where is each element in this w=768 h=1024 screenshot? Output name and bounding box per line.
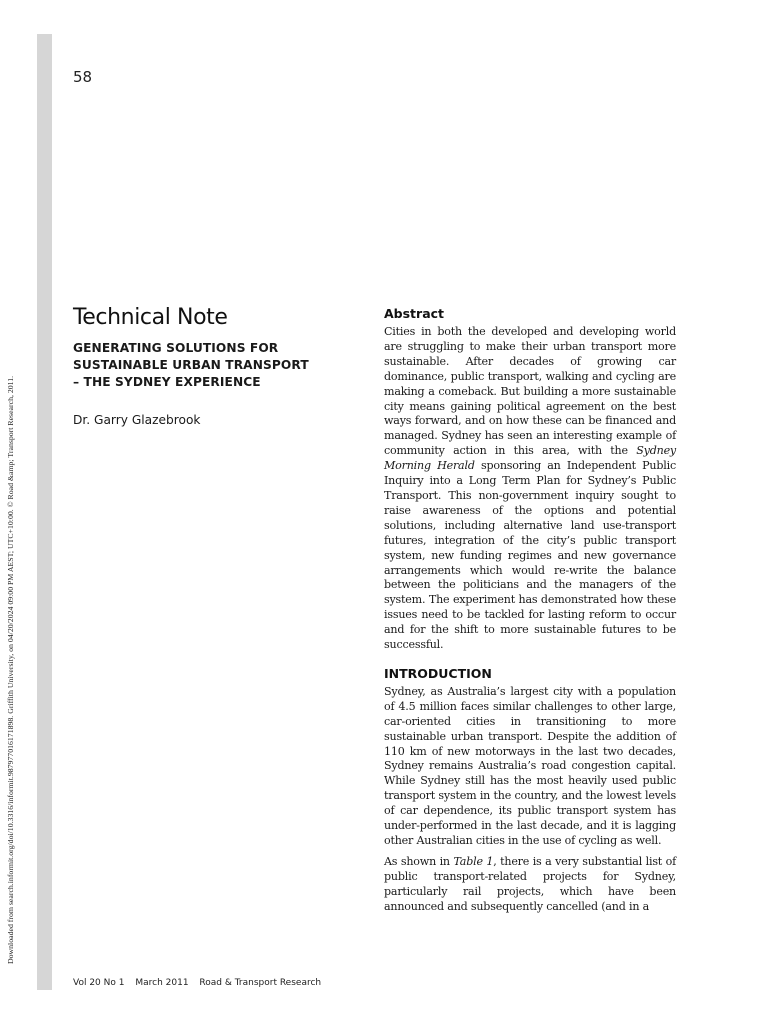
margin-bar — [37, 34, 52, 990]
footer-volume: Vol 20 No 1 — [73, 978, 125, 988]
footer-journal: Road & Transport Research — [199, 978, 322, 988]
introduction-paragraph-1: Sydney, as Australia’s largest city with a population of 4.5 million faces similar challenges to other large, car-oriented cities in transitioning to more sustainable urban transport. Despite the addition of 110 km of new motorways in the last two decades, Sydney remains Australia’s road congestion capital. While Sydney still has the most heavily used public transport system in the country, and the lowest levels of car dependence, its public transport system has under-performed in the last decade, and it is lagging other Australian cities in the use of cycling as well. — [384, 684, 676, 847]
introduction-paragraph-2 — [384, 855, 676, 915]
introduction-section — [384, 666, 676, 915]
page-footer — [73, 978, 321, 988]
article-header — [73, 305, 323, 427]
article-title — [73, 340, 323, 391]
page-number: 58 — [73, 68, 93, 86]
article-body — [384, 306, 676, 915]
abstract-text-part-2: sponsoring an Independent Public Inquiry into a Long Term Plan for Sydney’s Public Transport. This non-government inquiry sought to raise awareness of the options and potential solutions, including alternative land use-transport futures, integration of the city’s public transport system, new funding regimes and new governance arrangements which would re-write the balance between the politicians and the managers of the system. The experiment has demonstrated how these issues need to be tackled for lasting reform to occur and for the shift to more sustainable futures to be successful. — [384, 459, 676, 652]
newspaper-name: Sydney Morning Herald — [384, 444, 676, 473]
introduction-heading: INTRODUCTION — [384, 665, 492, 681]
intro-p2-start: As shown in — [384, 854, 454, 868]
author-name: Dr. Garry Glazebrook — [73, 413, 201, 427]
article-type-title: Technical Note — [73, 305, 228, 330]
abstract-heading: Abstract — [384, 306, 445, 321]
abstract-text-part-1: Cities in both the developed and developing world are struggling to make their urban transport more sustainable. After decades of growing car dominance, public transport, walking and cycling are making a comeback. But building a more sustainable city means gaining political agreement on the best ways forward, and on how these can be financed and managed. Sydney has seen an interesting example of community action in this area, with the — [384, 325, 676, 458]
article-title-line-3: – THE SYDNEY EXPERIENCE — [73, 375, 261, 389]
intro-p2-rest: , there is a very substantial list of public transport-related projects for Sydney, particularly rail projects, which have been announced and subsequently cancelled (and in a — [384, 854, 677, 913]
abstract-text — [384, 325, 676, 653]
article-title-line-1: GENERATING SOLUTIONS FOR — [73, 341, 279, 355]
abstract-section — [384, 306, 676, 653]
article-title-line-2: SUSTAINABLE URBAN TRANSPORT — [73, 358, 309, 372]
table-reference: Table 1 — [453, 854, 494, 868]
footer-date: March 2011 — [135, 978, 189, 988]
download-notice: Downloaded from search.informit.org/doi/10.3316/informit.987977016171898. Griffith University, on 04/20/2024 09:00 PM AEST; UTC+10:00. © Road &amp; Transport Research, 2011. — [6, 375, 15, 964]
